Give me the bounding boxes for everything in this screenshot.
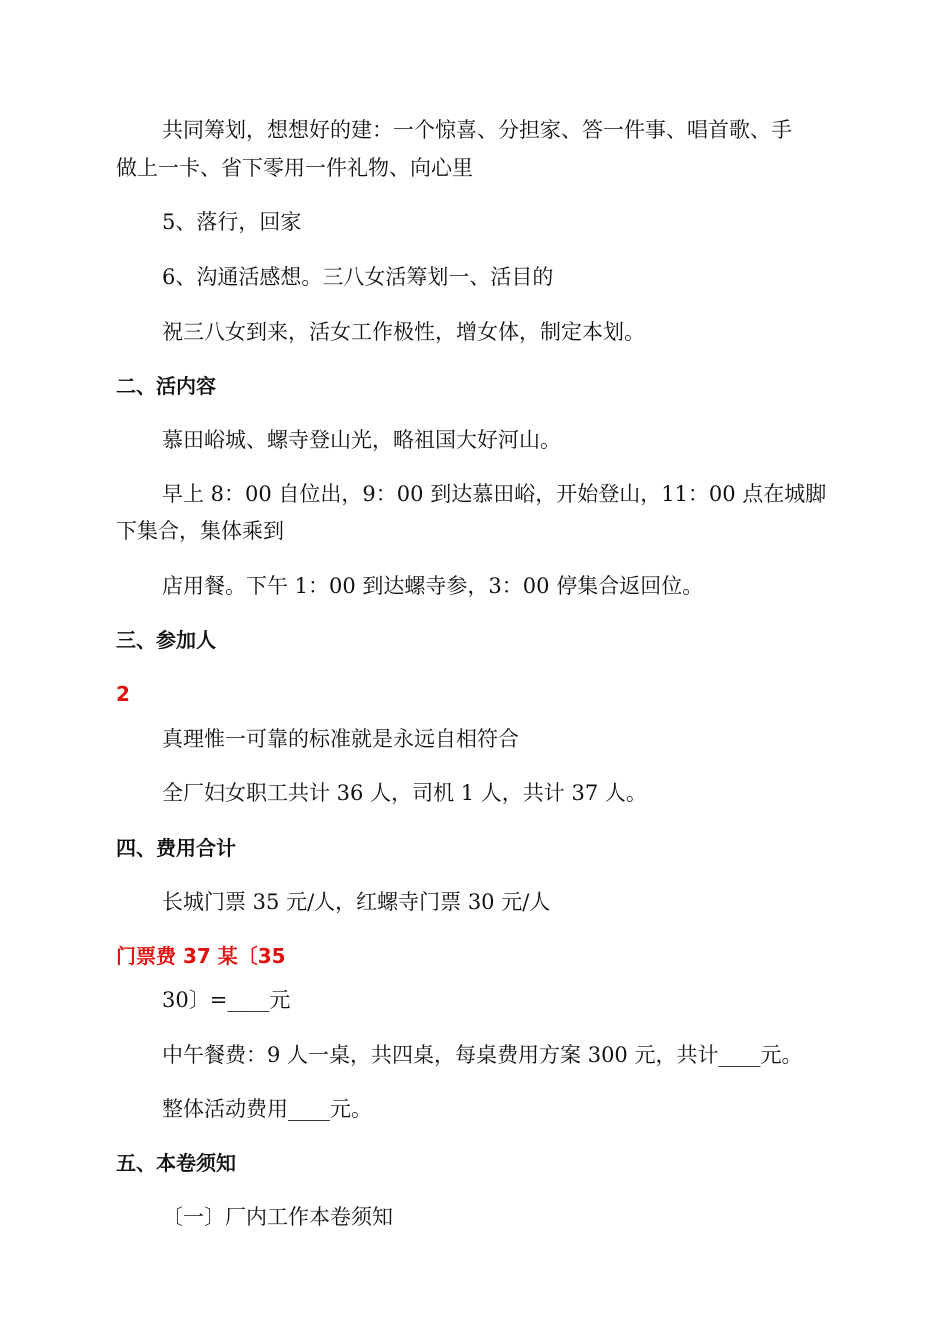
paragraph-total-cost: 整体活动费用____元。 — [162, 1097, 372, 1121]
page-number-marker: 2 — [116, 682, 130, 706]
paragraph-participants: 全厂妇女职工共计 36 人，司机 1 人，共计 37 人。 — [162, 781, 647, 805]
quote-line: 真理惟一可靠的标准就是永远自相符合 — [162, 727, 519, 751]
paragraph-plan-suggestions-continued: 做上一卡、省下零用一件礼物、向心里 — [116, 156, 473, 180]
section-heading-3: 三、参加人 — [116, 628, 216, 652]
list-item-6: 6、沟通活感想。三八女活筹划一、活目的 — [162, 265, 554, 289]
paragraph-lunch-cost: 中午餐费：9 人一桌，共四桌，每桌费用方案 300 元，共计____元。 — [162, 1043, 803, 1067]
section-heading-5: 五、本卷须知 — [116, 1151, 236, 1175]
paragraph-schedule-continued: 下集合，集体乘到 — [116, 519, 284, 543]
subsection-heading-1: 〔一〕厂内工作本卷须知 — [162, 1205, 393, 1229]
paragraph-purpose: 祝三八女到来，活女工作极性，增女体，制定本划。 — [162, 320, 645, 344]
section-heading-4: 四、费用合计 — [116, 836, 236, 860]
paragraph-schedule: 早上 8：00 自位出，9：00 到达慕田峪，开始登山，11：00 点在城脚 — [162, 482, 827, 506]
paragraph-afternoon: 店用餐。下午 1：00 到达螺寺参，3：00 停集合返回位。 — [162, 574, 704, 598]
ticket-fee-result: 30〕=____元 — [162, 988, 291, 1012]
paragraph-plan-suggestions: 共同筹划，想想好的建：一个惊喜、分担家、答一件事、唱首歌、手 — [162, 118, 792, 142]
paragraph-activity-location: 慕田峪城、螺寺登山光，略祖国大好河山。 — [162, 428, 561, 452]
section-heading-2: 二、活内容 — [116, 374, 216, 398]
list-item-5: 5、落行，回家 — [162, 210, 302, 234]
ticket-fee-formula: 门票费 37 某〔35 — [116, 944, 286, 968]
paragraph-ticket-prices: 长城门票 35 元/人，红螺寺门票 30 元/人 — [162, 890, 551, 914]
